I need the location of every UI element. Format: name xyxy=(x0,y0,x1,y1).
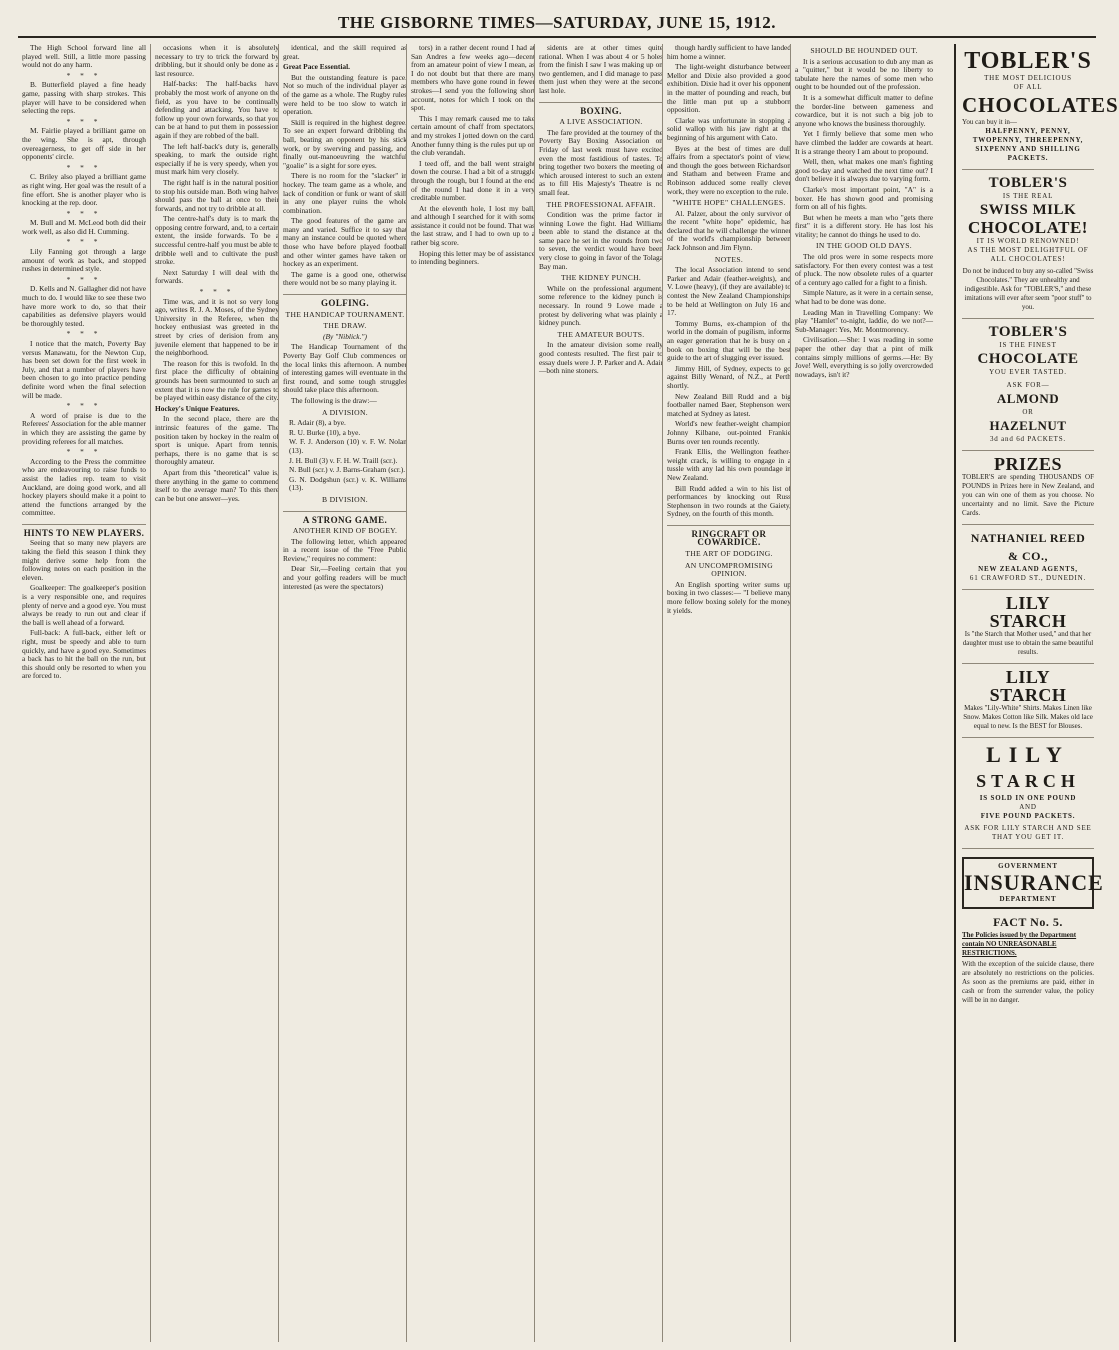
separator: * * * xyxy=(66,208,102,218)
paragraph: Frank Ellis, the Wellington feather-weight crack, is willing to engage in a tussle with any lad his own poundage in New Zealand. xyxy=(667,447,791,482)
prizes-ad xyxy=(962,451,1094,525)
section-subheading: IN THE GOOD OLD DAYS. xyxy=(816,241,912,251)
ad-text: Makes "Lily-White" Shirts. Makes Linen like Snow. Makes Cotton like Silk. Makes old lace equal to new. Is the BEST for Blouses. xyxy=(963,704,1093,730)
column-6 xyxy=(662,44,791,1342)
paragraph: Goalkeeper: The goalkeeper's position is a very responsible one, and requires plenty of nerve and a good eye. You must always be ready to run out and clear if the ball is well ahead of a forward. xyxy=(22,583,146,627)
ad-subheading: The Policies issued by the Department contain NO UNREASONABLE RESTRICTIONS. xyxy=(962,931,1077,957)
lily-starch-ad-2 xyxy=(962,664,1094,738)
columns xyxy=(22,43,1119,1342)
draw-entry: R. Adair (8), a bye. xyxy=(289,418,346,428)
separator: * * * xyxy=(66,162,102,172)
ad-brand: NATHANIEL REED xyxy=(970,531,1086,545)
tobler-ad-3 xyxy=(962,319,1094,451)
ad-line: FIVE POUND PACKETS. xyxy=(980,812,1076,820)
ad-line: ALL CHOCOLATES! xyxy=(990,255,1066,263)
paragraph: The right half is in the natural position to stop his outside man. Both wing halves should pass the ball at once to their forwards, and not try to dribble at all. xyxy=(155,177,279,213)
paragraph: The good features of the game are many and varied. Suffice it to say that many an instance could be quoted where those who have before played football and other winter games have taken on hockey as an experiment. xyxy=(283,216,407,269)
paragraph: In the second place, there are the intrinsic features of the game. The position taken by hockey in the realm of sport is unique. Apart from tennis, perhaps, there is no game that is so thoroughly amateur. xyxy=(155,414,279,467)
ad-line: 61 CRAWFORD ST., DUNEDIN. xyxy=(969,574,1087,582)
paragraph: Yet I firmly believe that some men who have climbed the ladder are cowards at heart. It is a strange theory I am about to propound. xyxy=(795,129,933,156)
draw-entry: R. U. Burke (10), a bye. xyxy=(289,427,361,437)
ad-brand: LILY xyxy=(1005,667,1051,687)
paragraph: Civilisation.—She: I was reading in some paper the other day that a pint of milk contains simply millions of germs.—He: By Jove! Well, everything is so jolly overcrowded nowadays, isn't it? xyxy=(795,335,933,379)
paragraph: D. Kells and N. Gallagher did not have much to do. I would like to see these two have more work to do, so that their capabilities as defensive players would be thoroughly tested. xyxy=(22,284,146,328)
ad-line: HALFPENNY, PENNY, xyxy=(985,127,1071,135)
ad-line: OR xyxy=(1022,408,1034,416)
paragraph: tors) in a rather decent round I had at San Andres a few weeks ago—decent from an amateur point of view I mean, as I do not doubt but that there are many members who have gone round in fewer strokes—I send you the following short account, notes for which I took on the spot. xyxy=(411,43,535,113)
ad-brand: CHOCOLATE! xyxy=(968,218,1088,237)
paragraph: This I may remark caused me to take certain amount of chaff from spectators, and my strokes I jotted down on the card. Another funny thing is the rules put up on the club verandah. xyxy=(411,113,535,158)
paragraph: Condition was the prime factor in winning Lowe the fight. Had Williams been able to stand the distance at the same pace he set in the rounds from two to seven, the verdict would have been very close to going in favor of the Tolaga Bay man. xyxy=(539,210,663,271)
paragraph: Dear Sir,—Feeling certain that you and your golfing readers will be much interested (as were the spectators) xyxy=(283,564,407,591)
subheading: Great Pace Essential. xyxy=(283,62,350,72)
paragraph: M. Bull and M. McLeod both did their work well, as also did H. Cumming. xyxy=(22,218,146,236)
paragraph: At the eleventh hole, I lost my ball, and although I searched for it with some assistance it could not be found. That was the last straw, and I had to own up to a rather big score. xyxy=(411,203,535,248)
ad-line: DEPARTMENT xyxy=(999,895,1057,903)
section-subheading: SHOULD BE HOUNDED OUT. xyxy=(810,46,918,55)
lily-starch-ad-1 xyxy=(962,590,1094,664)
paragraph: Well, then, what makes one man's fighting good to-day and watched the next time out? I don't believe it is always due to varying form. xyxy=(795,157,933,184)
tobler-ad-2 xyxy=(962,170,1094,319)
section-subheading: "WHITE HOPE" CHALLENGES. xyxy=(672,198,786,208)
ad-line: AS THE MOST DELIGHTFUL OF xyxy=(967,246,1089,254)
separator: * * * xyxy=(199,287,235,297)
ad-brand: STARCH xyxy=(976,771,1080,791)
paragraph: The Handicap Tournament of the Poverty Bay Golf Club commences on the local links this afternoon. A number of interesting games will eventuate in the first round, and some tough struggles should take place this afternoon. xyxy=(283,342,407,395)
ad-heading: PRIZES xyxy=(993,454,1063,474)
ad-line: SIXPENNY AND SHILLING xyxy=(975,145,1081,153)
paragraph: The following letter, which appeared in a recent issue of the "Free Public Review," requires no comment: xyxy=(283,536,407,563)
masthead xyxy=(18,6,1096,38)
paragraph: New Zealand Bill Rudd and a big footballer named Baer, Stephenson were matched at Sydney as latest. xyxy=(667,391,791,418)
separator: * * * xyxy=(66,401,102,411)
ad-line: YOU EVER TASTED. xyxy=(989,368,1067,376)
paragraph: The game is a good one, otherwise there would not be so many playing it. xyxy=(283,269,407,288)
column-5 xyxy=(534,44,663,1342)
ad-line: PACKETS. xyxy=(1007,154,1049,162)
ad-line: IS THE REAL xyxy=(1002,192,1054,200)
paragraph: The fare provided at the tourney of the Poverty Bay Boxing Association on Friday of last week must have excited even the most fastidious of tastes. To bring together two boxers the meeting of which aroused interest to such an extent as to fill His Majesty's Theatre is no small feat. xyxy=(539,127,663,197)
section-subheading: THE HANDICAP TOURNAMENT. xyxy=(285,309,405,319)
paragraph: According to the Press the committee who are endeavouring to raise funds to assist the ladies rep. team to visit Auckland, are doing good work, and all hockey players should make it a point to attend the functions arranged by the committee. xyxy=(22,456,146,518)
paragraph: Next Saturday I will deal with the forwards. xyxy=(155,267,279,286)
ad-brand: INSURANCE xyxy=(964,870,1104,895)
division-heading: B DIVISION. xyxy=(322,494,368,504)
paragraph: Tommy Burns, ex-champion of the world in the domain of pugilism, informs an eager generation that he is busy on a book on boxing that will be the best guide to the art of slugging ever issued. xyxy=(667,318,791,363)
draw-entry: G. N. Dodgshun (scr.) v. K. Williams (13). xyxy=(289,474,407,493)
separator: * * * xyxy=(66,329,102,339)
separator: * * * xyxy=(66,274,102,284)
paragraph: Skill is required in the highest degree. To see an expert forward dribbling the ball, beating an opponent by his stick work, or by swerving and passing, and finally out-manoeuvring the watchful "goalie" is a sight for sore eyes. xyxy=(283,117,407,170)
ad-brand: TOBLER'S xyxy=(988,324,1068,340)
paragraph: The light-weight disturbance between Mellor and Dixie also provided a good exhibition. Dixie had it over his opponent in the matter of pounding and reach, but the little man put up a stubborn opposition. xyxy=(667,62,791,115)
draw-entry: W. F. J. Anderson (10) v. F. W. Nolan (13). xyxy=(289,437,407,455)
column-1 xyxy=(22,44,146,1342)
paragraph: Byes at the best of times are dull affairs from a spectator's point of view, and though the goes between Richardson and Statham and between Frame and Robinson adduced some really clever work, they were no exception to the rule. xyxy=(667,143,791,196)
paragraph: occasions when it is absolutely necessary to try to trick the forward by dribbling, but it should only be done as a last resource. xyxy=(155,43,279,78)
paragraph: Time was, and it is not so very long ago, writes R. J. A. Moses, of the Sydney University in the Referee, when the hockey enthusiast was greeted in the street by cries of derision from any juvenile element that happened to be in the neighborhood. xyxy=(155,296,279,358)
paragraph: Apart from this "theoretical" value is, there anything in the game to commend itself to the average man? To this there can be but one answer—yes. xyxy=(155,467,279,503)
ad-line: GOVERNMENT xyxy=(998,862,1058,870)
section-subheading: AN UNCOMPROMISING OPINION. xyxy=(684,560,773,579)
column-4 xyxy=(406,44,535,1342)
ad-brand: TOBLER'S xyxy=(988,175,1068,191)
paragraph: The local Association intend to send Parker and Adair (feather-weights), and V. Lowe (heavy), (if they are available) to contest the New Zealand Championships to be held at Wellington on July 16 and 17. xyxy=(667,265,792,318)
section-subheading: THE PROFESSIONAL AFFAIR. xyxy=(546,199,656,209)
separator: * * * xyxy=(66,447,102,457)
paragraph: Half-backs: The half-backs have probably the most work of anyone on the field, as you have to be continually defending and attacking. You have to follow up your own forwards, so that you can be at hand to put them in possession again if they are robbed of the ball. xyxy=(155,79,279,140)
paragraph: Full-back: A full-back, either left or right, must be speedy and able to turn quickly, and have a good eye. Sometimes a back has to hit the ball on the run, but this should only be resorted to when you are forced to. xyxy=(22,628,146,681)
paragraph: A word of praise is due to the Referees' Association for the able manner in which they are assisting the game by providing referees for all matches. xyxy=(22,410,146,446)
ad-line: AND xyxy=(1019,803,1037,811)
section-subheading: THE KIDNEY PUNCH. xyxy=(560,273,642,283)
division-heading: A DIVISION. xyxy=(322,407,368,417)
paragraph: An English sporting writer sums up boxing in two classes:— "I believe many more fellow boxing solely for the money it yields. xyxy=(667,579,791,615)
paragraph: Hoping this letter may be of assistance to intending beginners. xyxy=(411,248,535,267)
government-insurance-ad xyxy=(962,849,1104,1011)
paragraph: Clarke was unfortunate in stopping a solid wallop with his jaw right at the beginning of his argument with Cato. xyxy=(667,115,791,142)
paragraph: sidents are at other times quite rational. When I was about 4 or 5 holes from the finish I saw I was making up on two gentlemen, and I did manage to pass them just when they were at the second last hole. xyxy=(539,43,663,95)
paragraph: I notice that the match, Poverty Bay versus Manawatu, for the Newton Cup, has been set down for the first week in July, and that a number of players have been chosen to go into practice pending definite word when the final selection will be made. xyxy=(22,339,146,400)
section-subheading: ANOTHER KIND OF BOGEY. xyxy=(292,526,398,536)
paragraph: But when he meets a man who "gets there first" it is a different story. He has lost his vitality; he cannot do things he used to do. xyxy=(795,212,933,239)
paragraph: identical, and the skill required as great. xyxy=(283,43,407,61)
ad-brand: STARCH xyxy=(989,685,1067,705)
column-2 xyxy=(150,44,279,1342)
section-subheading: THE DRAW. xyxy=(323,321,367,331)
ad-line: HAZELNUT xyxy=(989,418,1067,433)
page-title: THE GISBORNE TIMES—SATURDAY, JUNE 15, 1912. xyxy=(337,13,777,32)
paragraph: The following is the draw:— xyxy=(291,395,377,405)
ad-brand: CHOCOLATE xyxy=(977,351,1079,367)
ad-text: Is "the Starch that Mother used," and that her daughter must use to obtain the same beautiful results. xyxy=(962,630,1094,656)
paragraph: The centre-half's duty is to mark the opposing centre forward, and, to a certain extent, the inside forwards. To be a successful centre-half you must be able to dribble well and to cultivate the push stroke. xyxy=(155,214,279,267)
separator: * * * xyxy=(66,70,102,80)
paragraph: Simple Nature, as it were in a certain sense, what had to be done was done. xyxy=(795,288,933,307)
ad-brand: TOBLER'S xyxy=(964,48,1092,74)
paragraph: World's new feather-weight champion Johnny Kilbane, out-pointed Frankie Burns over ten rounds recently. xyxy=(667,419,791,446)
section-heading: GOLFING. xyxy=(283,294,407,308)
ad-text: Do not be induced to buy any so-called "Swiss Chocolates." They are unhealthy and indigestible. Ask for "TOBLER'S," and these imitations will ever after seem "poor stuff" to you. xyxy=(962,267,1094,311)
paragraph: There is no room for the "slacker" in hockey. The team game as a whole, and lack of condition or funk or want of skill in any one player ruins the whole combination. xyxy=(283,171,407,215)
separator: * * * xyxy=(66,237,102,247)
paragraph: Bill Rudd added a win to his list of performances by knocking out Russ Stephenson in two rounds at the Gaiety, Sydney, on the fourth of this month. xyxy=(667,483,791,519)
paragraph: While on the professional argument, some reference to the kidney punch is necessary. In round 9 Lowe made a protest by delivering what was plainly a kidney punch. xyxy=(539,283,663,328)
ad-brand: LILY xyxy=(986,742,1070,767)
ad-line: OF ALL xyxy=(1013,83,1043,91)
insurance-logo xyxy=(962,857,1104,909)
lily-starch-ad-3 xyxy=(962,738,1094,849)
paragraph: Jimmy Hill, of Sydney, expects to go against Billy Wenard, of N.Z., at Perth shortly. xyxy=(667,363,791,390)
section-heading: RINGCRAFT OR COWARDICE. xyxy=(667,525,791,547)
ad-text: TOBLER'S are spending THOUSANDS OF POUNDS in Prizes here in New Zealand, and you can win one of them as you choose. No uncertainty and no limit. Save the Picture Cards. xyxy=(962,473,1094,517)
ad-line: ASK FOR LILY STARCH AND SEE THAT YOU GET IT. xyxy=(964,824,1092,841)
paragraph: Leading Man in Travelling Company: We play "Hamlet" to-night, laddie, do we not?—Sub-Manager: Yes, Mr. Montmorency. xyxy=(795,307,933,334)
section-subheading: A LIVE ASSOCIATION. xyxy=(559,117,643,127)
paragraph: It is a serious accusation to dub any man as a "quitter," but it would be no liberty to tabulate here the names of some men who ought to be hounded out of the profession. xyxy=(795,56,933,92)
ad-brand: CHOCOLATES xyxy=(962,93,1119,117)
paragraph: though hardly sufficient to have landed him home a winner. xyxy=(667,43,791,61)
paragraph: It is a somewhat difficult matter to define the border-line between gameness and cowardice, but it is not such a big job to anyone who knows the business thoroughly. xyxy=(795,92,933,128)
paragraph: The old pros were in some respects more satisfactory. For then every contest was a test of pluck. The now obsolete rules of a quarter of a century ago called for a fight to a finish. xyxy=(795,252,933,287)
ad-line: IT IS WORLD RENOWNED! xyxy=(976,237,1080,245)
paragraph: Al. Palzer, about the only survivor of the recent "white hope" epidemic, has declared that he will challenge the winner of the world's championship between Jack Johnson and Jim Flynn. xyxy=(667,208,791,253)
ad-brand: STARCH xyxy=(989,611,1067,631)
paragraph: The reason for this is twofold. In the first place the difficulty of obtaining grounds has been surmounted to such an extent that it is now the rule for games to be played within easy distance of the city. xyxy=(155,358,279,403)
ad-line: IS SOLD IN ONE POUND xyxy=(979,794,1077,802)
section-heading: BOXING. xyxy=(539,102,663,116)
paragraph: M. Fairlie played a brilliant game on the wing. She is apt, through overeagerness, to get off side in her opponents' circle. xyxy=(22,126,146,162)
ad-line: You can buy it in— xyxy=(962,118,1017,126)
paragraph: The High School forward line all played well. Still, a little more passing would not do any harm. xyxy=(22,43,146,70)
paragraph: B. Butterfield played a fine heady game, passing with sharp strokes. This player will have to be considered when selecting the reps. xyxy=(22,80,146,116)
ad-line: 3d and 6d PACKETS. xyxy=(990,435,1066,443)
section-heading: A STRONG GAME. xyxy=(283,511,407,525)
separator: * * * xyxy=(66,116,102,126)
subheading: Hockey's Unique Features. xyxy=(155,403,240,413)
section-subheading: NOTES. xyxy=(714,254,744,264)
ad-text: With the exception of the suicide clause, there are absolutely no restrictions on the policies. As soon as the premiums are paid, either in cash or from the surrender value, the policy will be in no danger. xyxy=(962,960,1094,1004)
tobler-ad-1 xyxy=(962,44,1119,170)
column-3 xyxy=(278,44,407,1342)
paragraph: C. Briley also played a brilliant game as right wing. Her goal was the result of a fine effort. She is another player who is knocking at the rep. door. xyxy=(22,172,146,208)
paragraph: But the outstanding feature is pace. Not so much of the individual player as of the game as a whole. The Rugby rules were held to be too slow to watch in operation. xyxy=(283,72,407,117)
ad-heading: FACT No. 5. xyxy=(993,915,1063,929)
reed-ad xyxy=(962,525,1094,590)
ad-brand: LILY xyxy=(1005,593,1051,613)
ad-line: & CO., xyxy=(1008,549,1048,563)
ad-brand: SWISS MILK xyxy=(979,202,1077,218)
paragraph: Clarke's most important point, "A" is a boxer. He has shown good and promising form on all of his fights. xyxy=(795,184,933,212)
ad-line: THE MOST DELICIOUS xyxy=(984,74,1072,82)
column-7 xyxy=(790,44,933,1342)
section-subheading: THE ART OF DODGING. xyxy=(685,549,773,559)
advertisement-column xyxy=(954,44,1119,1342)
ad-line: ASK FOR— xyxy=(1006,381,1050,389)
ad-line: IS THE FINEST xyxy=(999,341,1057,349)
section-subheading: THE AMATEUR BOUTS. xyxy=(557,329,645,339)
section-heading: HINTS TO NEW PLAYERS. xyxy=(22,524,146,538)
paragraph: I teed off, and the ball went straight down the course. I had a bit of a struggle through the rough, but I found at the end of the round I had done it in a very creditable number. xyxy=(411,158,535,203)
ad-line: ALMOND xyxy=(996,391,1060,406)
byline: (By "Niblick.") xyxy=(323,331,367,341)
paragraph: The left half-back's duty is, generally speaking, to mark the outside right, especially if he is very speedy, when you must mark him very closely. xyxy=(155,141,279,177)
ad-line: TWOPENNY, THREEPENNY, xyxy=(972,136,1084,144)
paragraph: Lily Fanning got through a large amount of work as back, and stopped rushes in determined style. xyxy=(22,247,146,274)
ad-line: NEW ZEALAND AGENTS, xyxy=(978,565,1078,573)
draw-entry: N. Bull (scr.) v. J. Barns-Graham (scr.). xyxy=(289,465,406,475)
draw-entry: J. H. Bull (3) v. F. H. W. Traill (scr.). xyxy=(289,455,398,465)
paragraph: Seeing that so many new players are taking the field this season I think they might derive some help from the following notes on each position in the eleven. xyxy=(22,538,146,582)
paragraph: In the amateur division some really good contests resulted. The first pair to essay duels were J. P. Parker and A. Adair—both nine stoners. xyxy=(539,340,663,376)
